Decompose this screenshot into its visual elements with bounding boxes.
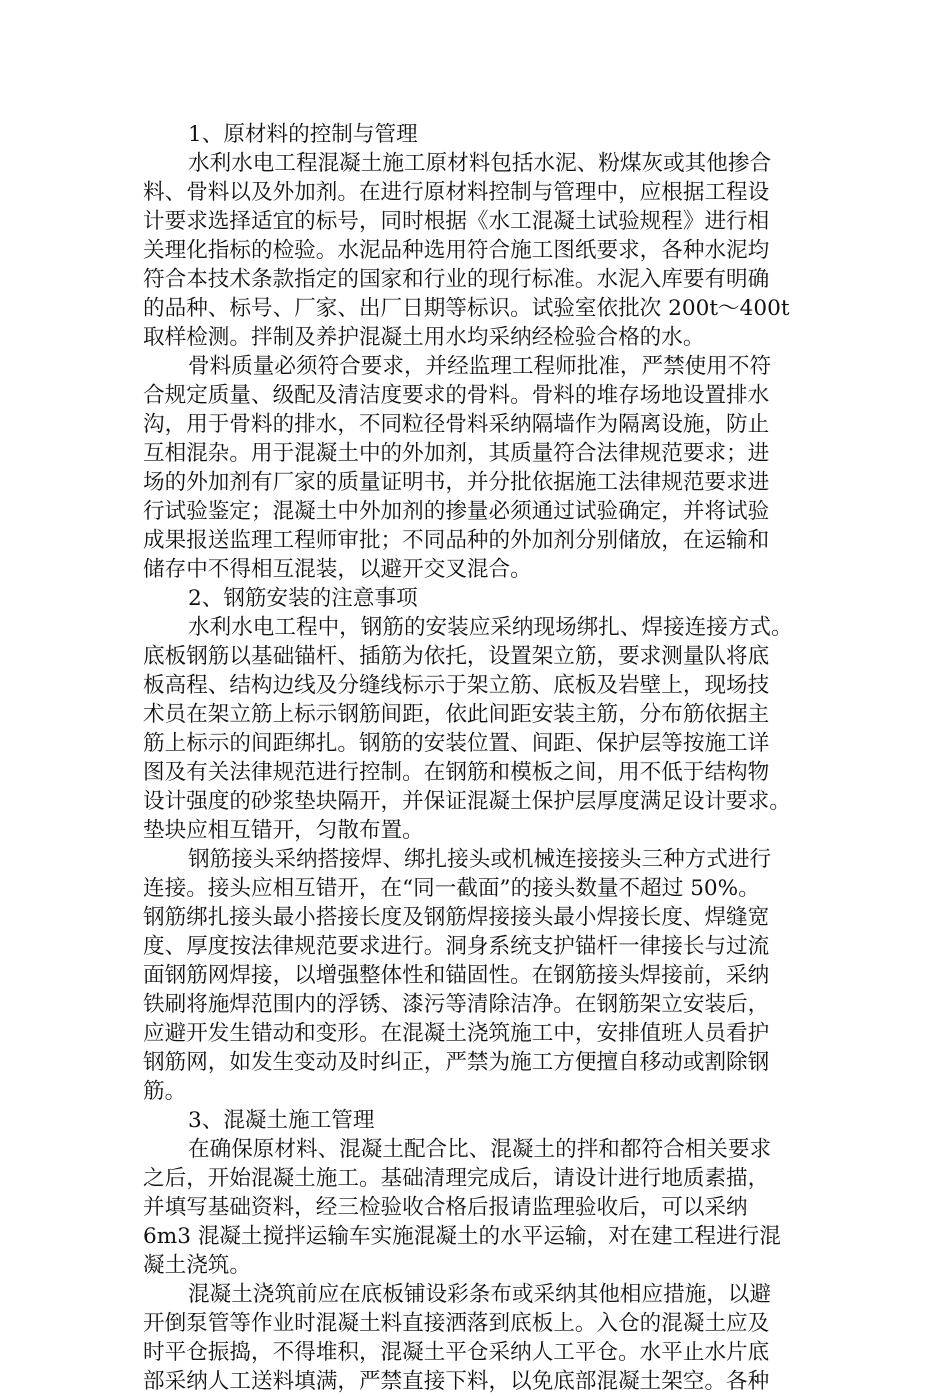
section-heading-1: 1、原材料的控制与管理	[188, 122, 418, 147]
paragraph-line: 骨料质量必须符合要求，并经监理工程师批准，严禁使用不符	[188, 354, 772, 379]
paragraph-line: 开倒泵管等作业时混凝土料直接洒落到底板上。入仓的混凝土应及	[143, 1311, 770, 1336]
paragraph-line: 术员在架立筋上标示钢筋间距，依此间距安装主筋，分布筋依据主	[143, 702, 770, 727]
paragraph-line: 水利水电工程混凝土施工原材料包括水泥、粉煤灰或其他掺合	[188, 151, 772, 176]
paragraph-line: 凝土浇筑。	[143, 1253, 251, 1278]
paragraph-line: 合规定质量、级配及清洁度要求的骨料。骨料的堆存场地设置排水	[143, 383, 770, 408]
paragraph-line: 设计强度的砂浆垫块隔开，并保证混凝土保护层厚度满足设计要求。	[143, 789, 791, 814]
paragraph-line: 计要求选择适宜的标号，同时根据《水工混凝土试验规程》进行相	[143, 209, 770, 234]
paragraph-line: 关理化指标的检验。水泥品种选用符合施工图纸要求，各种水泥均	[143, 238, 770, 263]
paragraph-line: 面钢筋网焊接，以增强整体性和锚固性。在钢筋接头焊接前，采纳	[143, 963, 770, 988]
paragraph-line: 度、厚度按法律规范要求进行。洞身系统支护锚杆一律接长与过流	[143, 934, 770, 959]
paragraph-line: 部采纳人工送料填满，严禁直接下料，以免底部混凝土架空。各种	[143, 1369, 770, 1394]
document-page	[143, 120, 813, 1396]
paragraph-line: 6m3 混凝土搅拌运输车实施混凝土的水平运输，对在建工程进行混	[143, 1224, 781, 1249]
paragraph-line: 时平仓振捣，不得堆积，混凝土平仓采纳人工平仓。水平止水片底	[143, 1340, 770, 1365]
paragraph-line: 钢筋绑扎接头最小搭接长度及钢筋焊接接头最小焊接长度、焊缝宽	[143, 905, 770, 930]
paragraph-line: 钢筋接头采纳搭接焊、绑扎接头或机械连接接头三种方式进行	[188, 847, 772, 872]
paragraph-line: 成果报送监理工程师审批；不同品种的外加剂分别储放，在运输和	[143, 528, 770, 553]
paragraph-line: 并填写基础资料，经三检验收合格后报请监理验收后，可以采纳	[143, 1195, 748, 1220]
paragraph-line: 符合本技术条款指定的国家和行业的现行标准。水泥入库要有明确	[143, 267, 770, 292]
paragraph-line: 取样检测。拌制及养护混凝土用水均采纳经检验合格的水。	[143, 325, 705, 350]
paragraph-line: 互相混杂。用于混凝土中的外加剂，其质量符合法律规范要求；进	[143, 441, 770, 466]
paragraph-line: 之后，开始混凝土施工。基础清理完成后，请设计进行地质素描，	[143, 1166, 770, 1191]
paragraph-line: 在确保原材料、混凝土配合比、混凝土的拌和都符合相关要求	[188, 1137, 772, 1162]
paragraph-line: 铁刷将施焊范围内的浮锈、漆污等清除洁净。在钢筋架立安装后，	[143, 992, 770, 1017]
paragraph-line: 储存中不得相互混装，以避开交叉混合。	[143, 557, 532, 582]
paragraph-line: 连接。接头应相互错开，在“同一截面”的接头数量不超过 50%。	[143, 876, 760, 901]
section-heading-2: 2、钢筋安装的注意事项	[188, 586, 418, 611]
paragraph-line: 应避开发生错动和变形。在混凝土浇筑施工中，安排值班人员看护	[143, 1021, 770, 1046]
paragraph-line: 场的外加剂有厂家的质量证明书，并分批依据施工法律规范要求进	[143, 470, 770, 495]
paragraph-line: 底板钢筋以基础锚杆、插筋为依托，设置架立筋，要求测量队将底	[143, 644, 770, 669]
paragraph-line: 水利水电工程中，钢筋的安装应采纳现场绑扎、焊接连接方式。	[188, 615, 793, 640]
paragraph-line: 筋上标示的间距绑扎。钢筋的安装位置、间距、保护层等按施工详	[143, 731, 770, 756]
paragraph-line: 混凝土浇筑前应在底板铺设彩条布或采纳其他相应措施，以避	[188, 1282, 772, 1307]
section-heading-3: 3、混凝土施工管理	[188, 1108, 375, 1133]
paragraph-line: 行试验鉴定；混凝土中外加剂的掺量必须通过试验确定，并将试验	[143, 499, 770, 524]
paragraph-line: 料、骨料以及外加剂。在进行原材料控制与管理中，应根据工程设	[143, 180, 770, 205]
paragraph-line: 的品种、标号、厂家、出厂日期等标识。试验室依批次 200t～400t	[143, 296, 790, 321]
paragraph-line: 图及有关法律规范进行控制。在钢筋和模板之间，用不低于结构物	[143, 760, 770, 785]
paragraph-line: 垫块应相互错开，匀散布置。	[143, 818, 424, 843]
paragraph-line: 沟，用于骨料的排水，不同粒径骨料采纳隔墙作为隔离设施，防止	[143, 412, 770, 437]
paragraph-line: 筋。	[143, 1079, 187, 1104]
paragraph-line: 板高程、结构边线及分缝线标示于架立筋、底板及岩壁上，现场技	[143, 673, 770, 698]
paragraph-line: 钢筋网，如发生变动及时纠正，严禁为施工方便擅自移动或割除钢	[143, 1050, 770, 1075]
